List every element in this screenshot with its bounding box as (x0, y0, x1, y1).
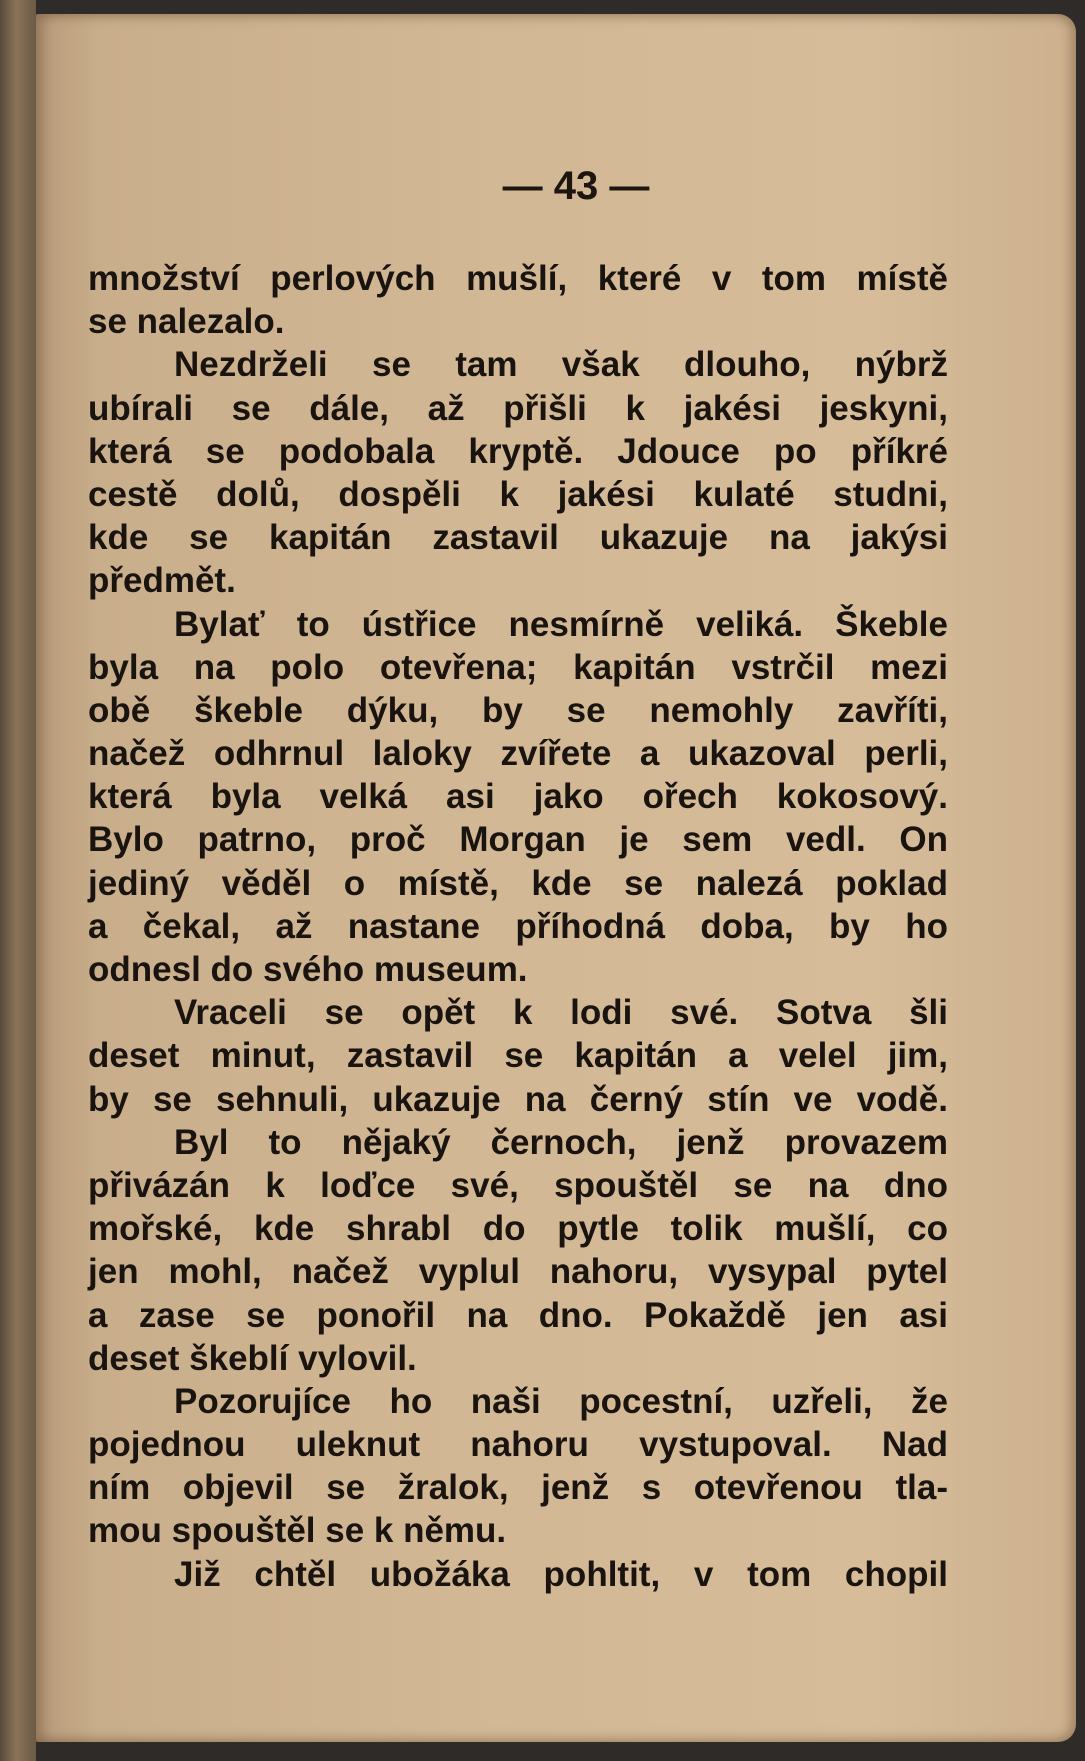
text-line: předmět. (88, 561, 236, 601)
text-line: množství perlových mušlí, které v tom místě (88, 259, 948, 298)
text-line: která se podobala kryptě. Jdouce po příkré (88, 431, 948, 471)
text-line: Již chtěl ubožáka pohltit, v tom chopil (174, 1554, 948, 1594)
text-line: Vraceli se opět k lodi své. Sotva šli (174, 993, 948, 1033)
text-line: obě škeble dýku, by se nemohly zavříti, (88, 690, 948, 730)
text-line: ubírali se dále, až přišli k jakési jeskyni, (88, 388, 948, 428)
text-line: Bylať to ústřice nesmírně veliká. Škeble (174, 604, 948, 644)
text-line: Bylo patrno, proč Morgan je sem vedl. On (88, 820, 948, 860)
text-line: Nezdrželi se tam však dlouho, nýbrž (174, 345, 948, 385)
text-line: cestě dolů, dospěli k jakési kulaté studni, (88, 474, 948, 514)
text-line: Pozorujíce ho naši pocestní, uzřeli, že (174, 1381, 948, 1421)
text-line: by se sehnuli, ukazuje na černý stín ve vodě. (88, 1079, 948, 1119)
page-number: — 43 — (502, 164, 650, 208)
text-line: se nalezalo. (88, 302, 285, 342)
text-line: byla na polo otevřena; kapitán vstrčil mezi (88, 647, 948, 687)
text-line: a zase se ponořil na dno. Pokaždě jen asi (88, 1295, 948, 1335)
text-line: která byla velká asi jako ořech kokosový. (88, 777, 948, 817)
text-line: pojednou uleknut nahoru vystupoval. Nad (88, 1425, 948, 1465)
text-line: přivázán k loďce své, spouštěl se na dno (88, 1165, 948, 1205)
text-line: mořské, kde shrabl do pytle tolik mušlí, co (88, 1209, 948, 1249)
text-line: mou spouštěl se k němu. (88, 1511, 507, 1551)
text-line: deset škeblí vylovil. (88, 1338, 417, 1378)
text-line: jen mohl, načež vyplul nahoru, vysypal pytel (88, 1252, 948, 1292)
text-line: kde se kapitán zastavil ukazuje na jakýsi (88, 518, 948, 558)
text-line: deset minut, zastavil se kapitán a velel jim, (88, 1036, 948, 1076)
text-line: jediný věděl o místě, kde se nalezá poklad (88, 863, 948, 903)
previous-page-edge (0, 0, 36, 1761)
body-text (88, 257, 948, 1596)
text-line: ním objevil se žralok, jenž s otevřenou tla- (88, 1468, 948, 1508)
text-line: a čekal, až nastane příhodná doba, by ho (88, 906, 948, 946)
text-line: načež odhrnul laloky zvířete a ukazoval perli, (88, 734, 948, 774)
text-line: odnesl do svého museum. (88, 950, 528, 989)
text-line: Byl to nějaký černoch, jenž provazem (174, 1122, 948, 1162)
book-page (36, 14, 1076, 1742)
